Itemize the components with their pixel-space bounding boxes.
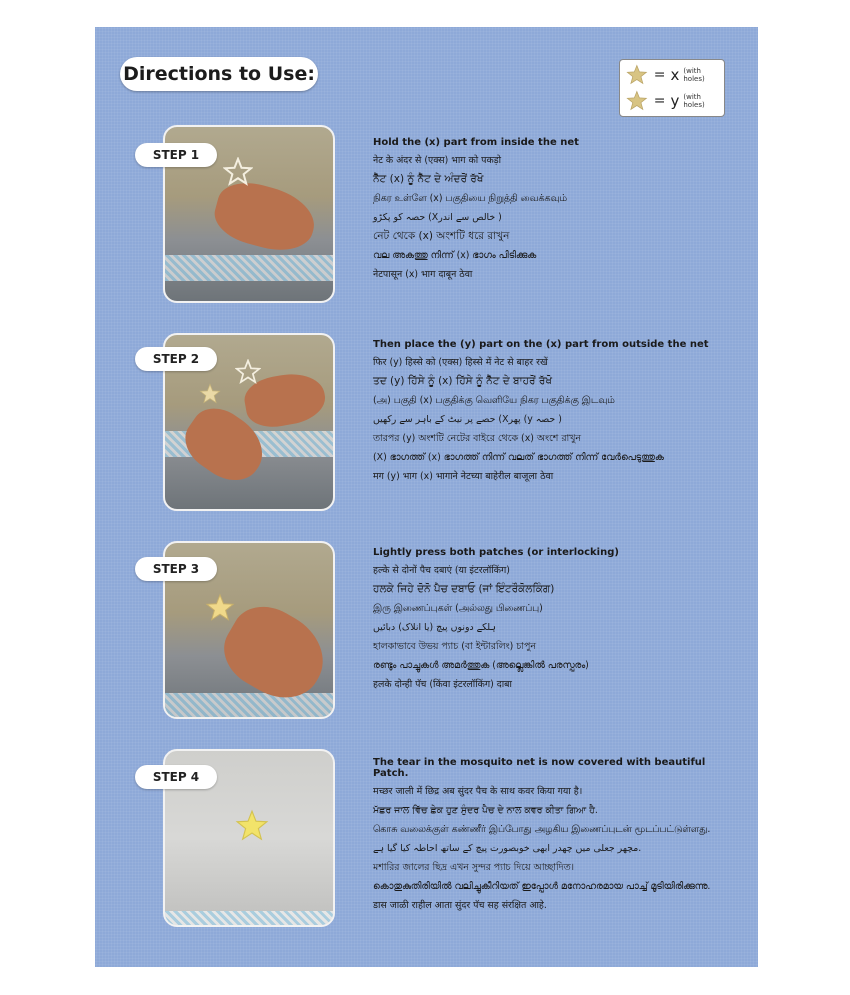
instruction-line: नेटपासून (x) भाग दाबून ठेवा: [373, 269, 473, 280]
star-patch-image: [235, 359, 261, 385]
instruction-line: हलके दोन्ही पॅच (किंवा इंटरलॉकिंग) दाबा: [373, 679, 512, 690]
legend-row-y: [626, 90, 724, 112]
instruction-line: হালকাভাবে উভয় প্যাচ (বা ইন্টারলিং) চাপুন: [373, 641, 536, 652]
instruction-line: মশারির জালের ছিদ্র এখন সুন্দর প্যাচ দিয়ে আচ্ছাদিত।: [373, 862, 574, 873]
step-label: STEP 2: [135, 347, 217, 371]
instruction-line: ਮੱਛਰ ਜਾਲ ਵਿੱਚ ਛੇਕ ਹੁਣ ਸੁੰਦਰ ਪੈਚ ਦੇ ਨਾਲ ਕਵਰ ਕੀਤਾ ਗਿਆ ਹੈ.: [373, 805, 598, 816]
star-icon: [626, 64, 648, 86]
legend-note: (with holes): [683, 93, 705, 109]
instruction-sheet: [95, 27, 758, 967]
instruction-line: फिर (y) हिस्से को (एक्स) हिस्से में नेट से बाहर रखें: [373, 357, 548, 368]
step-heading: Lightly press both patches (or interlocking): [373, 547, 619, 558]
instruction-line: രണ്ടും പാച്ചുകൾ അമർത്തുക (അല്ലെങ്കിൽ പരസ്പരം): [373, 660, 589, 671]
star-patch-image: [199, 383, 221, 405]
instruction-line: नेट के अंदर से (एक्स) भाग को पकड़ो: [373, 155, 502, 166]
step-heading: Then place the (y) part on the (x) part from outside the net: [373, 339, 709, 350]
step-heading: The tear in the mosquito net is now covered with beautiful Patch.: [373, 757, 706, 779]
instruction-line: കൊതുകുതിരിയിൽ വലിച്ചുകീറിയത് ഇപ്പോൾ മനോഹരമായ പാച്ച് മൂടിയിരിക്കുന്നു.: [373, 881, 711, 892]
step-heading: Hold the (x) part from inside the net: [373, 137, 579, 148]
instruction-line: ਹਲਕੇ ਜਿਹੇ ਦੋਨੋ ਪੈਚ ਦਬਾਓ (ਜਾਂ ਇੰਟਰੌਕੋਲਕਿੰਗ): [373, 583, 555, 595]
instruction-line: حصہ کو پکڑو (Xخالص سے اندر ): [373, 212, 502, 223]
star-patch-image: [205, 593, 235, 623]
step-text: [373, 547, 743, 697]
instruction-line: கொசு வலைக்குள் கண்ணீர் இப்போது அழகிய இணைப்புடன் மூடப்பட்டுள்ளது.: [373, 824, 711, 835]
instruction-line: (X) ഭാഗത്ത് (x) ഭാഗത്ത് നിന്ന് വലത് ഭാഗത്ത് നിന്ന് വേർപെടുത്തുക: [373, 452, 664, 463]
net-edge: [165, 911, 333, 927]
instruction-line: വല അകത്തു നിന്ന് (x) ഭാഗം പിടിക്കുക: [373, 250, 537, 261]
instruction-line: ਤਦ (y) ਹਿੱਸੇ ਨੂੰ (x) ਹਿੱਸੇ ਨੂੰ ਨੈੱਟ ਦੇ ਬਾਹਰੋਂ ਰੱਖੋ: [373, 375, 553, 387]
star-patch-image: [223, 157, 253, 187]
legend-equals: =: [653, 93, 666, 109]
instruction-line: हल्के से दोनों पैच दबाएं (या इंटरलॉकिंग): [373, 565, 510, 576]
instruction-line: حصے پر نیٹ کے باہر سے رکھیں (Xپھر (y حصہ ): [373, 414, 562, 425]
instruction-line: ہلکے دونوں پیچ (یا انلاک) دبائیں: [373, 622, 496, 633]
instruction-line: मच्छर जाली में छिद्र अब सुंदर पैच के साथ कवर किया गया है।: [373, 786, 583, 797]
net-edge: [165, 255, 333, 281]
legend: [619, 59, 725, 117]
step-label: STEP 1: [135, 143, 217, 167]
step-text: [373, 339, 743, 489]
legend-equals: =: [653, 67, 666, 83]
hand-image: [209, 175, 321, 259]
instruction-line: তারপর (y) অংশটি নেটের বাইরে থেকে (x) অংশে রাখুন: [373, 433, 581, 444]
star-icon: [626, 90, 648, 112]
step-label: STEP 4: [135, 765, 217, 789]
instruction-line: নেট থেকে (x) অংশটি ধরে রাখুন: [373, 230, 510, 242]
instruction-line: مچھر جعلی میں چھدر ابھی خوبصورت پیچ کے ساتھ احاطہ کیا گیا ہے.: [373, 843, 642, 854]
instruction-line: डास जाळी राहील आता सुंदर पॅच सह संरक्षित आहे.: [373, 900, 547, 911]
legend-row-x: [626, 64, 724, 86]
legend-variable: x: [670, 66, 680, 84]
instruction-line: ਨੈੱਟ (x) ਨੂੰ ਨੈੱਟ ਦੇ ਅੰਦਰੋਂ ਰੱਖੋ: [373, 173, 484, 185]
net-edge: [165, 693, 333, 719]
legend-note: (with holes): [683, 67, 705, 83]
step-text: [373, 137, 743, 287]
step-text: [373, 757, 743, 918]
page-title: Directions to Use:: [120, 57, 318, 91]
instruction-line: (அ) பகுதி (x) பகுதிக்கு வெளியே நிகர பகுதிக்கு இடவும்: [373, 395, 615, 406]
legend-variable: y: [670, 92, 680, 110]
step-label: STEP 3: [135, 557, 217, 581]
instruction-line: मग (y) भाग (x) भागाने नेटच्या बाहेरील बाजूला ठेवा: [373, 471, 554, 482]
instruction-line: இரு இணைப்புகள் (அல்லது பிணைப்பு): [373, 603, 543, 614]
instruction-line: நிகர உள்ளே (x) பகுதியை நிறுத்தி வைக்கவும்: [373, 193, 568, 204]
star-patch-image: [235, 809, 269, 843]
